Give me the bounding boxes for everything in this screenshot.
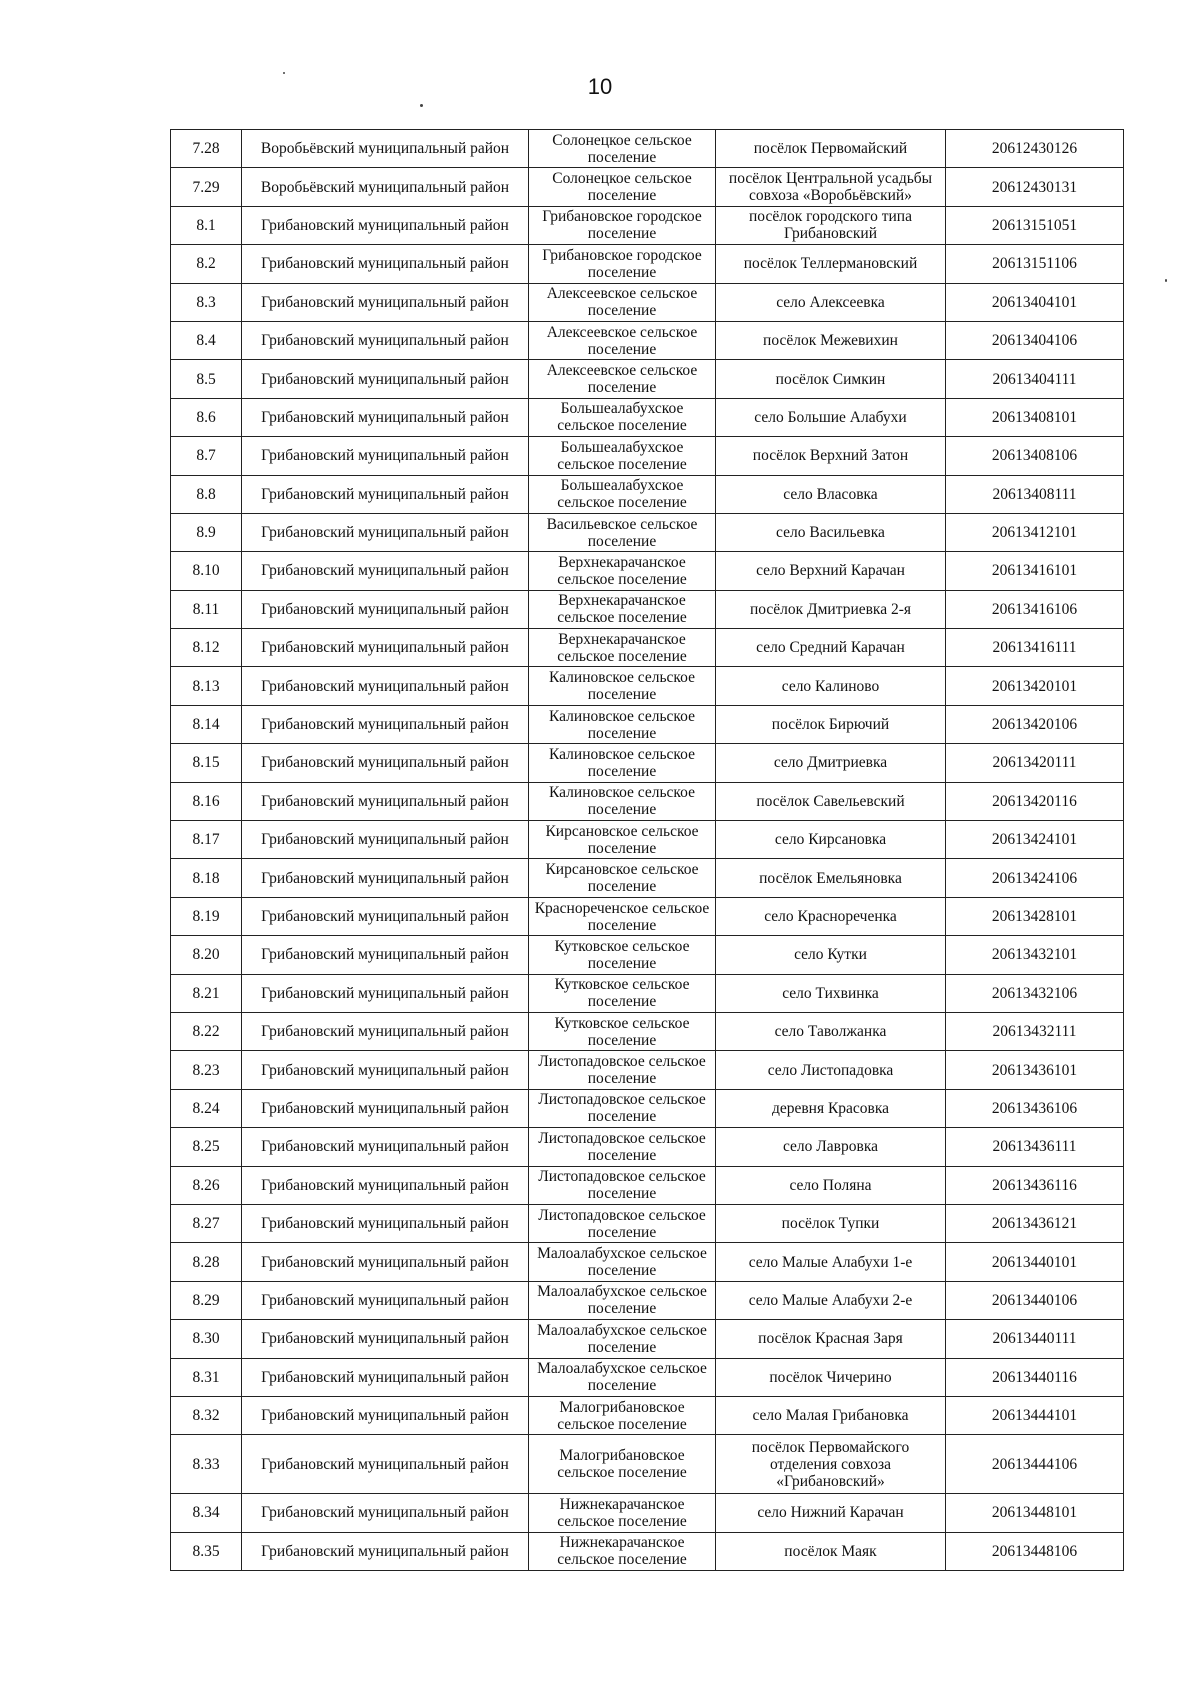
row-number-cell: 8.26: [171, 1166, 242, 1204]
oktmo-code-cell: 20613444101: [946, 1396, 1124, 1434]
district-cell: Грибановский муниципальный район: [242, 744, 529, 782]
settlement-cell: Солонецкое сельское поселение: [529, 168, 716, 206]
oktmo-code-cell: 20613448106: [946, 1532, 1124, 1570]
district-cell: Грибановский муниципальный район: [242, 1166, 529, 1204]
oktmo-code-cell: 20613432106: [946, 974, 1124, 1012]
district-cell: Грибановский муниципальный район: [242, 936, 529, 974]
locality-cell: село Дмитриевка: [716, 744, 946, 782]
locality-cell: посёлок Теллермановский: [716, 245, 946, 283]
settlement-cell: Алексеевское сельское поселение: [529, 321, 716, 359]
settlement-cell: Листопадовское сельское поселение: [529, 1128, 716, 1166]
row-number-cell: 8.25: [171, 1128, 242, 1166]
district-cell: Грибановский муниципальный район: [242, 437, 529, 475]
settlement-cell: Малоалабухское сельское поселение: [529, 1320, 716, 1358]
district-cell: Грибановский муниципальный район: [242, 897, 529, 935]
oktmo-code-cell: 20613151051: [946, 206, 1124, 244]
row-number-cell: 8.28: [171, 1243, 242, 1281]
row-number-cell: 8.16: [171, 782, 242, 820]
settlement-cell: Калиновское сельское поселение: [529, 782, 716, 820]
row-number-cell: 8.14: [171, 705, 242, 743]
settlement-cell: Малоалабухское сельское поселение: [529, 1281, 716, 1319]
settlement-cell: Малоалабухское сельское поселение: [529, 1358, 716, 1396]
oktmo-code-cell: 20613436116: [946, 1166, 1124, 1204]
table-row: [171, 245, 1124, 283]
row-number-cell: 8.15: [171, 744, 242, 782]
row-number-cell: 8.9: [171, 513, 242, 551]
row-number-cell: 8.6: [171, 398, 242, 436]
row-number-cell: 8.31: [171, 1358, 242, 1396]
district-cell: Грибановский муниципальный район: [242, 1051, 529, 1089]
settlement-cell: Алексеевское сельское поселение: [529, 283, 716, 321]
settlements-table: [170, 129, 1124, 1571]
table-row: [171, 398, 1124, 436]
table-row: [171, 360, 1124, 398]
row-number-cell: 8.35: [171, 1532, 242, 1570]
district-cell: Грибановский муниципальный район: [242, 974, 529, 1012]
district-cell: Грибановский муниципальный район: [242, 360, 529, 398]
row-number-cell: 8.21: [171, 974, 242, 1012]
row-number-cell: 7.29: [171, 168, 242, 206]
table-row: [171, 206, 1124, 244]
row-number-cell: 8.8: [171, 475, 242, 513]
row-number-cell: 8.4: [171, 321, 242, 359]
locality-cell: посёлок Емельяновка: [716, 859, 946, 897]
row-number-cell: 8.12: [171, 629, 242, 667]
table-row: [171, 1204, 1124, 1242]
locality-cell: село Верхний Карачан: [716, 552, 946, 590]
locality-cell: село Малая Грибановка: [716, 1396, 946, 1434]
locality-cell: село Власовка: [716, 475, 946, 513]
row-number-cell: 8.29: [171, 1281, 242, 1319]
row-number-cell: 8.24: [171, 1089, 242, 1127]
settlement-cell: Калиновское сельское поселение: [529, 667, 716, 705]
locality-cell: село Васильевка: [716, 513, 946, 551]
locality-cell: село Алексеевка: [716, 283, 946, 321]
oktmo-code-cell: 20613432101: [946, 936, 1124, 974]
row-number-cell: 8.2: [171, 245, 242, 283]
settlement-cell: Васильевское сельское поселение: [529, 513, 716, 551]
district-cell: Грибановский муниципальный район: [242, 245, 529, 283]
locality-cell: село Таволжанка: [716, 1012, 946, 1050]
settlement-cell: Верхнекарачанское сельское поселение: [529, 552, 716, 590]
oktmo-code-cell: 20613440111: [946, 1320, 1124, 1358]
district-cell: Грибановский муниципальный район: [242, 1243, 529, 1281]
row-number-cell: 8.5: [171, 360, 242, 398]
oktmo-code-cell: 20613404101: [946, 283, 1124, 321]
settlement-cell: Алексеевское сельское поселение: [529, 360, 716, 398]
settlement-cell: Кирсановское сельское поселение: [529, 821, 716, 859]
district-cell: Грибановский муниципальный район: [242, 1532, 529, 1570]
row-number-cell: 8.7: [171, 437, 242, 475]
settlement-cell: Большеалабухское сельское поселение: [529, 475, 716, 513]
locality-cell: посёлок Савельевский: [716, 782, 946, 820]
oktmo-code-cell: 20613448101: [946, 1494, 1124, 1532]
table-row: [171, 513, 1124, 551]
oktmo-code-cell: 20613436121: [946, 1204, 1124, 1242]
table-row: [171, 1320, 1124, 1358]
table-row: [171, 283, 1124, 321]
district-cell: Грибановский муниципальный район: [242, 667, 529, 705]
row-number-cell: 8.27: [171, 1204, 242, 1242]
locality-cell: село Краснореченка: [716, 897, 946, 935]
scan-speck: [283, 72, 285, 74]
oktmo-code-cell: 20612430131: [946, 168, 1124, 206]
locality-cell: посёлок Симкин: [716, 360, 946, 398]
locality-cell: посёлок городского типа Грибановский: [716, 206, 946, 244]
table-row: [171, 1281, 1124, 1319]
scan-speck: [420, 104, 423, 107]
oktmo-code-cell: 20613404106: [946, 321, 1124, 359]
oktmo-code-cell: 20613424101: [946, 821, 1124, 859]
locality-cell: село Лавровка: [716, 1128, 946, 1166]
settlement-cell: Кутковское сельское поселение: [529, 974, 716, 1012]
table-row: [171, 1358, 1124, 1396]
district-cell: Воробьёвский муниципальный район: [242, 168, 529, 206]
table-row: [171, 1435, 1124, 1494]
oktmo-code-cell: 20613440101: [946, 1243, 1124, 1281]
table-row: [171, 1494, 1124, 1532]
oktmo-code-cell: 20613436101: [946, 1051, 1124, 1089]
oktmo-code-cell: 20613420101: [946, 667, 1124, 705]
district-cell: Грибановский муниципальный район: [242, 821, 529, 859]
table-row: [171, 130, 1124, 168]
district-cell: Грибановский муниципальный район: [242, 1128, 529, 1166]
district-cell: Грибановский муниципальный район: [242, 1204, 529, 1242]
oktmo-code-cell: 20613440116: [946, 1358, 1124, 1396]
table-row: [171, 897, 1124, 935]
row-number-cell: 7.28: [171, 130, 242, 168]
row-number-cell: 8.1: [171, 206, 242, 244]
district-cell: Грибановский муниципальный район: [242, 1396, 529, 1434]
table-row: [171, 475, 1124, 513]
settlement-cell: Кирсановское сельское поселение: [529, 859, 716, 897]
settlement-cell: Нижнекарачанское сельское поселение: [529, 1532, 716, 1570]
settlement-cell: Грибановское городское поселение: [529, 206, 716, 244]
table-row: [171, 1532, 1124, 1570]
table-row: [171, 590, 1124, 628]
oktmo-code-cell: 20613416101: [946, 552, 1124, 590]
row-number-cell: 8.11: [171, 590, 242, 628]
locality-cell: село Средний Карачан: [716, 629, 946, 667]
settlement-cell: Нижнекарачанское сельское поселение: [529, 1494, 716, 1532]
table-row: [171, 821, 1124, 859]
settlement-cell: Листопадовское сельское поселение: [529, 1051, 716, 1089]
table-row: [171, 705, 1124, 743]
oktmo-code-cell: 20613436111: [946, 1128, 1124, 1166]
table-row: [171, 859, 1124, 897]
district-cell: Грибановский муниципальный район: [242, 705, 529, 743]
district-cell: Грибановский муниципальный район: [242, 1089, 529, 1127]
locality-cell: посёлок Первомайский: [716, 130, 946, 168]
row-number-cell: 8.17: [171, 821, 242, 859]
settlement-cell: Кутковское сельское поселение: [529, 1012, 716, 1050]
district-cell: Грибановский муниципальный район: [242, 1358, 529, 1396]
locality-cell: посёлок Красная Заря: [716, 1320, 946, 1358]
scan-speck: [1165, 279, 1167, 282]
district-cell: Воробьёвский муниципальный район: [242, 130, 529, 168]
oktmo-code-cell: 20613428101: [946, 897, 1124, 935]
row-number-cell: 8.22: [171, 1012, 242, 1050]
settlement-cell: Листопадовское сельское поселение: [529, 1089, 716, 1127]
settlement-cell: Малоалабухское сельское поселение: [529, 1243, 716, 1281]
locality-cell: посёлок Первомайского отделения совхоза «Грибановский»: [716, 1435, 946, 1494]
locality-cell: посёлок Верхний Затон: [716, 437, 946, 475]
row-number-cell: 8.18: [171, 859, 242, 897]
settlement-cell: Малогрибановское сельское поселение: [529, 1396, 716, 1434]
district-cell: Грибановский муниципальный район: [242, 513, 529, 551]
table-row: [171, 744, 1124, 782]
oktmo-code-cell: 20613432111: [946, 1012, 1124, 1050]
table-row: [171, 1166, 1124, 1204]
page-number: 10: [587, 74, 613, 99]
district-cell: Грибановский муниципальный район: [242, 1320, 529, 1358]
oktmo-code-cell: 20613420111: [946, 744, 1124, 782]
settlement-cell: Большеалабухское сельское поселение: [529, 398, 716, 436]
oktmo-code-cell: 20613408106: [946, 437, 1124, 475]
locality-cell: село Большие Алабухи: [716, 398, 946, 436]
locality-cell: посёлок Центральной усадьбы совхоза «Воробьёвский»: [716, 168, 946, 206]
district-cell: Грибановский муниципальный район: [242, 283, 529, 321]
table-row: [171, 1396, 1124, 1434]
locality-cell: село Кирсановка: [716, 821, 946, 859]
row-number-cell: 8.33: [171, 1435, 242, 1494]
district-cell: Грибановский муниципальный район: [242, 206, 529, 244]
row-number-cell: 8.32: [171, 1396, 242, 1434]
district-cell: Грибановский муниципальный район: [242, 1012, 529, 1050]
table-row: [171, 1243, 1124, 1281]
settlement-cell: Калиновское сельское поселение: [529, 705, 716, 743]
row-number-cell: 8.30: [171, 1320, 242, 1358]
row-number-cell: 8.13: [171, 667, 242, 705]
oktmo-code-cell: 20613424106: [946, 859, 1124, 897]
table-row: [171, 936, 1124, 974]
district-cell: Грибановский муниципальный район: [242, 475, 529, 513]
locality-cell: село Малые Алабухи 1-е: [716, 1243, 946, 1281]
row-number-cell: 8.20: [171, 936, 242, 974]
settlement-cell: Верхнекарачанское сельское поселение: [529, 629, 716, 667]
district-cell: Грибановский муниципальный район: [242, 859, 529, 897]
table-row: [171, 552, 1124, 590]
locality-cell: село Поляна: [716, 1166, 946, 1204]
district-cell: Грибановский муниципальный район: [242, 782, 529, 820]
row-number-cell: 8.10: [171, 552, 242, 590]
table-row: [171, 1012, 1124, 1050]
district-cell: Грибановский муниципальный район: [242, 398, 529, 436]
locality-cell: посёлок Межевихин: [716, 321, 946, 359]
oktmo-code-cell: 20613408101: [946, 398, 1124, 436]
locality-cell: посёлок Чичерино: [716, 1358, 946, 1396]
locality-cell: село Калиново: [716, 667, 946, 705]
oktmo-code-cell: 20613408111: [946, 475, 1124, 513]
district-cell: Грибановский муниципальный район: [242, 321, 529, 359]
district-cell: Грибановский муниципальный район: [242, 1281, 529, 1319]
table-row: [171, 1089, 1124, 1127]
oktmo-code-cell: 20612430126: [946, 130, 1124, 168]
table-row: [171, 974, 1124, 1012]
settlement-cell: Краснореченское сельское поселение: [529, 897, 716, 935]
row-number-cell: 8.19: [171, 897, 242, 935]
oktmo-code-cell: 20613416111: [946, 629, 1124, 667]
settlement-cell: Малогрибановское сельское поселение: [529, 1435, 716, 1494]
table-row: [171, 667, 1124, 705]
settlement-cell: Листопадовское сельское поселение: [529, 1166, 716, 1204]
settlement-cell: Калиновское сельское поселение: [529, 744, 716, 782]
table-row: [171, 629, 1124, 667]
oktmo-code-cell: 20613404111: [946, 360, 1124, 398]
oktmo-code-cell: 20613420116: [946, 782, 1124, 820]
district-cell: Грибановский муниципальный район: [242, 1494, 529, 1532]
oktmo-code-cell: 20613151106: [946, 245, 1124, 283]
locality-cell: село Малые Алабухи 2-е: [716, 1281, 946, 1319]
table-row: [171, 1051, 1124, 1089]
oktmo-code-cell: 20613440106: [946, 1281, 1124, 1319]
locality-cell: село Нижний Карачан: [716, 1494, 946, 1532]
district-cell: Грибановский муниципальный район: [242, 552, 529, 590]
row-number-cell: 8.34: [171, 1494, 242, 1532]
district-cell: Грибановский муниципальный район: [242, 629, 529, 667]
settlement-cell: Большеалабухское сельское поселение: [529, 437, 716, 475]
settlement-cell: Кутковское сельское поселение: [529, 936, 716, 974]
settlement-cell: Верхнекарачанское сельское поселение: [529, 590, 716, 628]
table-row: [171, 1128, 1124, 1166]
oktmo-code-cell: 20613444106: [946, 1435, 1124, 1494]
locality-cell: посёлок Дмитриевка 2-я: [716, 590, 946, 628]
row-number-cell: 8.3: [171, 283, 242, 321]
settlement-cell: Грибановское городское поселение: [529, 245, 716, 283]
locality-cell: село Тихвинка: [716, 974, 946, 1012]
locality-cell: село Кутки: [716, 936, 946, 974]
table-row: [171, 168, 1124, 206]
settlement-cell: Солонецкое сельское поселение: [529, 130, 716, 168]
settlement-cell: Листопадовское сельское поселение: [529, 1204, 716, 1242]
table-row: [171, 321, 1124, 359]
district-cell: Грибановский муниципальный район: [242, 590, 529, 628]
oktmo-code-cell: 20613420106: [946, 705, 1124, 743]
locality-cell: деревня Красовка: [716, 1089, 946, 1127]
row-number-cell: 8.23: [171, 1051, 242, 1089]
district-cell: Грибановский муниципальный район: [242, 1435, 529, 1494]
locality-cell: посёлок Маяк: [716, 1532, 946, 1570]
locality-cell: село Листопадовка: [716, 1051, 946, 1089]
table-row: [171, 437, 1124, 475]
table-row: [171, 782, 1124, 820]
locality-cell: посёлок Тупки: [716, 1204, 946, 1242]
oktmo-code-cell: 20613436106: [946, 1089, 1124, 1127]
oktmo-code-cell: 20613416106: [946, 590, 1124, 628]
oktmo-code-cell: 20613412101: [946, 513, 1124, 551]
locality-cell: посёлок Бирючий: [716, 705, 946, 743]
